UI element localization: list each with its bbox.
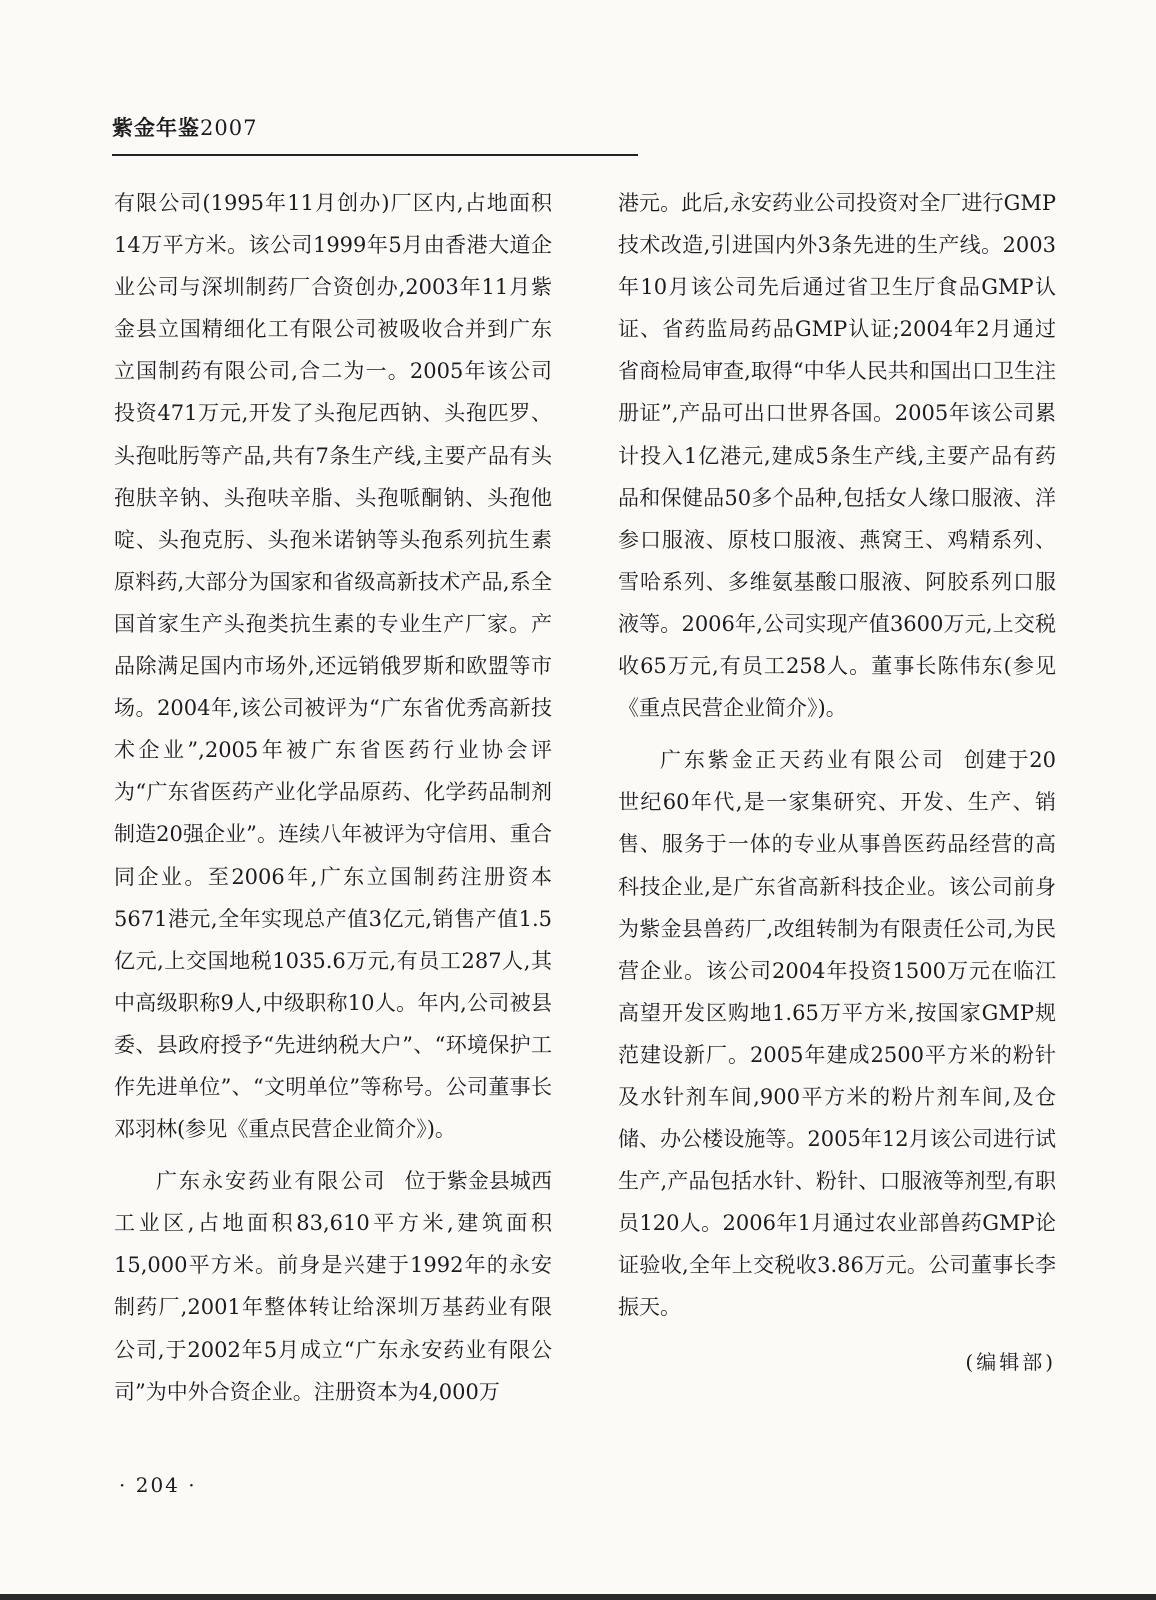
left-paragraph-2-text: 位于紫金县城西工业区,占地面积83,610平方米,建筑面积15,000平方米。前身是兴建于1992年的永安制药厂,2001年整体转让给深圳万基药业有限公司,于2002年5月成立“广东永安药业有限公司”为中外合资企业。注册资本为4,000万 — [114, 1169, 552, 1404]
left-column — [114, 182, 552, 1413]
company-name-zhengtian: 广东紫金正天药业有限公司 — [660, 748, 946, 773]
scan-bottom-edge — [0, 1594, 1156, 1600]
editorial-signature: (编辑部) — [965, 1349, 1056, 1374]
left-paragraph-1: 有限公司(1995年11月创办)厂区内,占地面积14万平方米。该公司1999年5月由香港大道企业公司与深圳制药厂合资创办,2003年11月紫金县立国精细化工有限公司被吸收合并到广东立国制药有限公司,合二为一。2005年该公司投资471万元,开发了头孢尼西钠、头孢匹罗、头孢吡肟等产品,共有7条生产线,主要产品有头孢肤辛钠、头孢呋辛脂、头孢哌酮钠、头孢他啶、头孢克肟、头孢米诺钠等头孢系列抗生素原料药,大部分为国家和省级高新技术产品,系全国首家生产头孢类抗生素的专业生产厂家。产品除满足国内市场外,还远销俄罗斯和欧盟等市场。2004年,该公司被评为“广东省优秀高新技术企业”,2005年被广东省医药行业协会评为“广东省医药产业化学品原药、化学药品制剂制造20强企业”。连续八年被评为守信用、重合同企业。至2006年,广东立国制药注册资本5671港元,全年实现总产值3亿元,销售产值1.5亿元,上交国地税1035.6万元,有员工287人,其中高级职称9人,中级职称10人。年内,公司被县委、县政府授予“先进纳税大户”、“环境保护工作先进单位”、“文明单位”等称号。公司董事长邓羽林(参见《重点民营企业简介》)。 — [114, 191, 552, 1142]
right-paragraph-2-text: 创建于20世纪60年代,是一家集研究、开发、生产、销售、服务于一体的专业从事兽医药品经营的高科技企业,是广东省高新科技企业。该公司前身为紫金县兽药厂,改组转制为有限责任公司,为民营企业。该公司2004年投资1500万元在临江高望开发区购地1.65万平方米,按国家GMP规范建设新厂。2005年建成2500平方米的粉针及水针剂车间,900平方米的粉片剂车间,及仓储、办公楼设施等。2005年12月该公司进行试生产,产品包括水针、粉针、口服液等剂型,有职员120人。2006年1月通过农业部兽药GMP论证验收,全年上交税收3.86万元。公司董事长李振天。 — [618, 748, 1056, 1320]
right-paragraph-1: 港元。此后,永安药业公司投资对全厂进行GMP技术改造,引进国内外3条先进的生产线。2003年10月该公司先后通过省卫生厅食品GMP认证、省药监局药品GMP认证;2004年2月通过省商检局审查,取得“中华人民共和国出口卫生注册证”,产品可出口世界各国。2005年该公司累计投入1亿港元,建成5条生产线,主要产品有药品和保健品50多个品种,包括女人缘口服液、洋参口服液、原枝口服液、燕窝王、鸡精系列、雪哈系列、多维氨基酸口服液、阿胶系列口服液等。2006年,公司实现产值3600万元,上交税收65万元,有员工258人。董事长陈伟东(参见《重点民营企业简介》)。 — [618, 191, 1056, 721]
right-paragraph-2 — [618, 739, 1056, 1328]
left-paragraph-2 — [114, 1160, 552, 1413]
company-name-yongan: 广东永安药业有限公司 — [156, 1169, 387, 1194]
header-year: 2007 — [200, 116, 258, 140]
right-column — [618, 182, 1056, 1383]
header-title: 紫金年鉴 — [112, 115, 200, 140]
running-header — [112, 112, 257, 142]
header-rule — [112, 154, 638, 156]
page-number: · 204 · — [119, 1473, 197, 1497]
